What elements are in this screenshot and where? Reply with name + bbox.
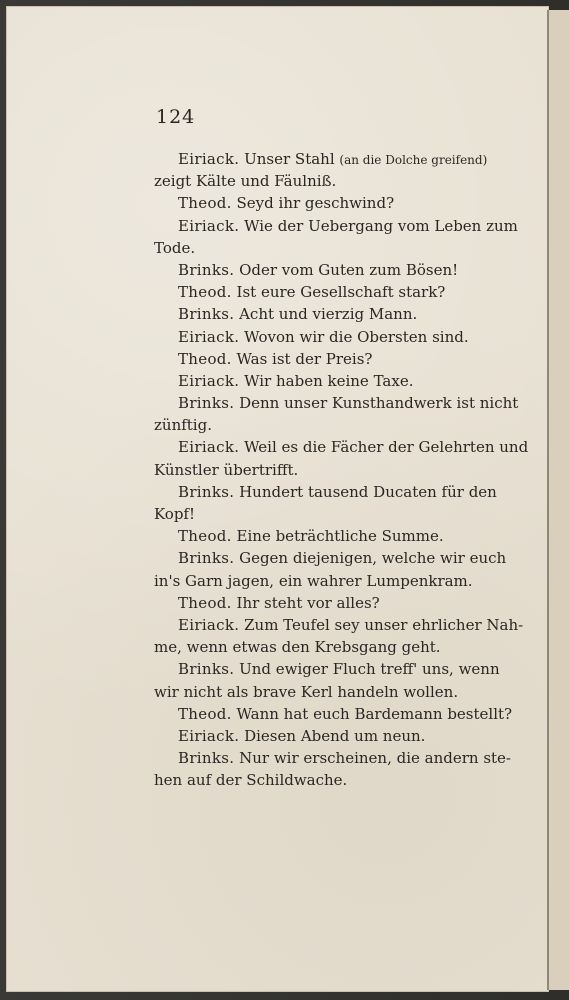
line-text: Ihr steht vor alles? [236, 593, 380, 612]
stage-direction: (an die Dolche greifend) [339, 153, 488, 167]
dialogue-line [154, 769, 524, 791]
dialogue-line [154, 303, 524, 325]
speaker-name: Brinks. [178, 549, 235, 568]
dialogue-line [154, 703, 524, 725]
line-text: Acht und vierzig Mann. [239, 305, 418, 324]
line-text: Nur wir erscheinen, die andern ste- [239, 749, 512, 768]
line-text: Wie der Uebergang vom Leben zum [244, 216, 518, 235]
dialogue-text [154, 148, 529, 791]
dialogue-line [154, 481, 524, 503]
dialogue-line [154, 326, 524, 348]
speaker-name: Eiriack. [178, 216, 240, 235]
speaker-name: Theod. [178, 283, 232, 302]
line-text: Diesen Abend um neun. [244, 726, 426, 745]
speaker-name: Eiriack. [178, 726, 240, 745]
speaker-name: Eiriack. [178, 615, 240, 634]
speaker-name: Theod. [178, 704, 232, 723]
line-text: wir nicht als brave Kerl handeln wollen. [154, 682, 459, 701]
dialogue-line [154, 747, 524, 769]
dialogue-line [154, 658, 524, 680]
dialogue-line [154, 370, 524, 392]
dialogue-line [154, 237, 524, 259]
speaker-name: Theod. [178, 527, 232, 546]
speaker-name: Brinks. [178, 305, 235, 324]
speaker-name: Brinks. [178, 482, 235, 501]
speaker-name: Brinks. [178, 749, 235, 768]
dialogue-line [154, 525, 524, 547]
line-text: Künstler übertrifft. [154, 460, 299, 479]
dialogue-line [154, 503, 524, 525]
line-text: me, wenn etwas den Krebsgang geht. [154, 638, 441, 657]
line-text: Und ewiger Fluch treff' uns, wenn [239, 660, 500, 679]
line-text: hen auf der Schildwache. [154, 771, 348, 790]
line-text: Oder vom Guten zum Bösen! [239, 260, 459, 279]
line-text: Seyd ihr geschwind? [236, 194, 395, 213]
line-text: Denn unser Kunsthandwerk ist nicht [239, 394, 519, 413]
dialogue-line [154, 681, 524, 703]
dialogue-line [154, 592, 524, 614]
line-text: Tode. [154, 238, 196, 257]
speaker-name: Theod. [178, 349, 232, 368]
line-text: Hundert tausend Ducaten für den [239, 482, 497, 501]
dialogue-line [154, 547, 524, 569]
line-text: in's Garn jagen, ein wahrer Lumpenkram. [154, 571, 473, 590]
speaker-name: Eiriack. [178, 150, 240, 168]
speaker-name: Brinks. [178, 260, 235, 279]
line-text: Zum Teufel sey unser ehrlicher Nah- [244, 615, 524, 634]
line-text: Eine beträchtliche Summe. [236, 527, 444, 546]
line-text: Weil es die Fächer der Gelehrten und [244, 438, 529, 457]
dialogue-line [154, 570, 524, 592]
dialogue-line [154, 281, 524, 303]
dialogue-line [154, 459, 524, 481]
dialogue-line [154, 192, 524, 214]
book-page [6, 6, 549, 992]
line-text: Ist eure Gesellschaft stark? [236, 283, 446, 302]
dialogue-line [154, 614, 524, 636]
line-text: Kopf! [154, 505, 196, 523]
dialogue-line [154, 636, 524, 658]
dialogue-line [154, 170, 524, 192]
speaker-name: Brinks. [178, 394, 235, 413]
line-text: Wovon wir die Obersten sind. [244, 327, 469, 346]
speaker-name: Eiriack. [178, 371, 240, 390]
speaker-name: Eiriack. [178, 438, 240, 457]
line-text: Wir haben keine Taxe. [244, 371, 414, 390]
speaker-name: Brinks. [178, 660, 235, 679]
dialogue-line [154, 436, 529, 458]
line-text: Unser Stahl [244, 150, 340, 168]
line-text: Gegen diejenigen, welche wir euch [239, 549, 507, 568]
line-text: zeigt Kälte und Fäulniß. [154, 172, 337, 191]
dialogue-line [154, 215, 524, 237]
dialogue-line [154, 414, 524, 436]
dialogue-line [154, 148, 524, 170]
line-text: zünftig. [154, 416, 212, 435]
dialogue-line [154, 259, 524, 281]
dialogue-line [154, 725, 524, 747]
line-text: Wann hat euch Bardemann bestellt? [236, 704, 513, 723]
speaker-name: Eiriack. [178, 327, 240, 346]
speaker-name: Theod. [178, 593, 232, 612]
line-text: Was ist der Preis? [236, 349, 373, 368]
next-page-edge [547, 10, 569, 990]
dialogue-line [154, 348, 524, 370]
page-number: 124 [156, 106, 196, 128]
dialogue-line [154, 392, 524, 414]
speaker-name: Theod. [178, 194, 232, 213]
